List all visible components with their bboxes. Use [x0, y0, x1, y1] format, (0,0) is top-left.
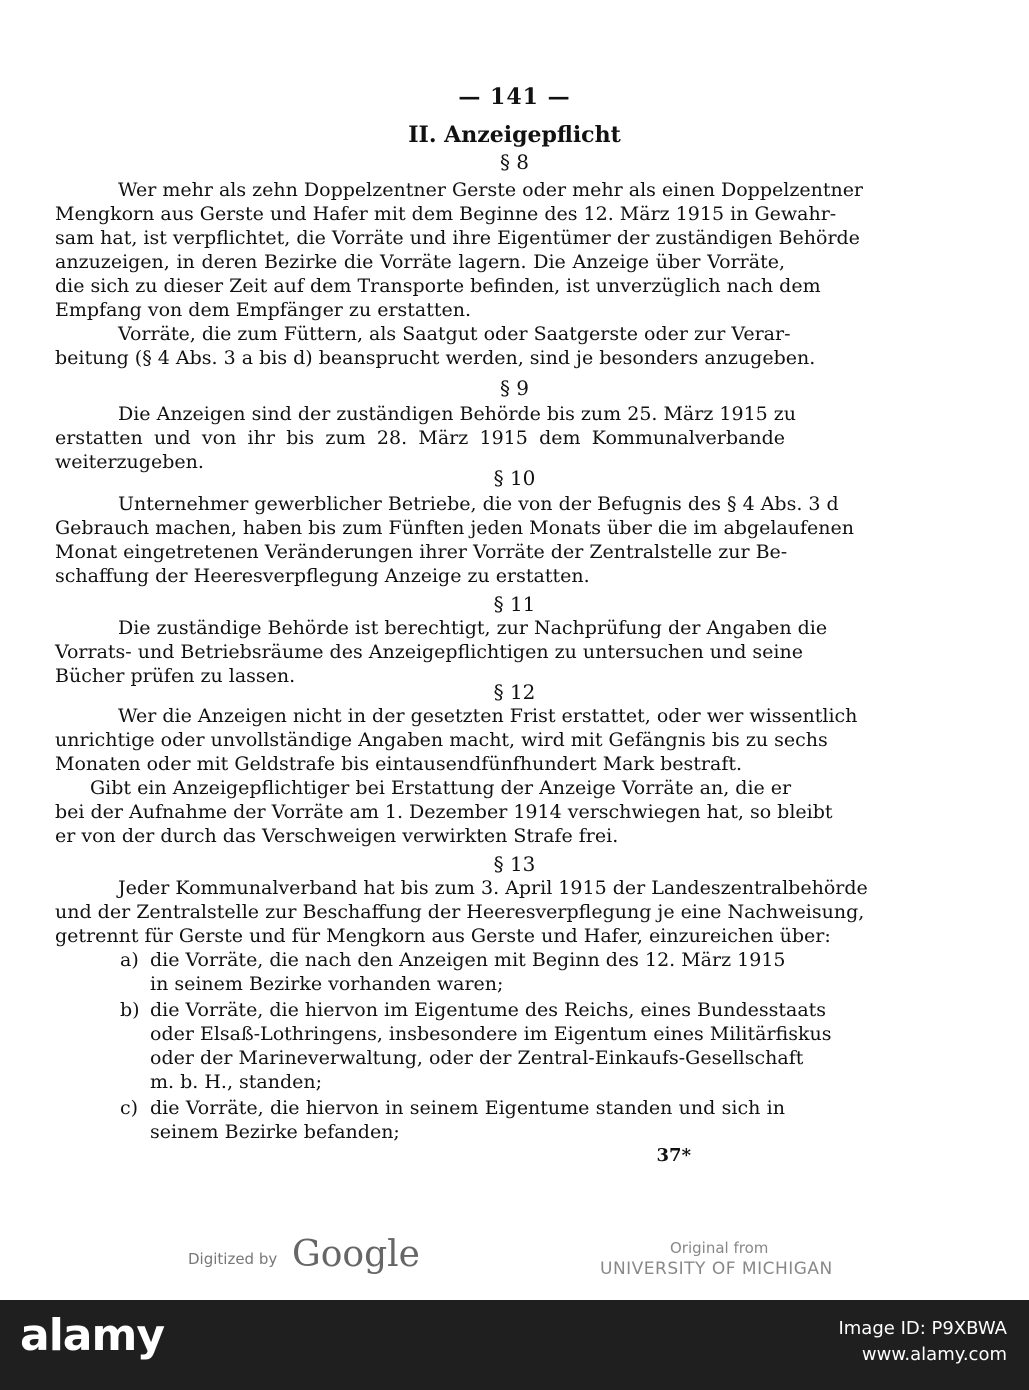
section-13-paragraph — [55, 876, 868, 948]
text-line: Empfang von dem Empfänger zu erstatten. — [55, 299, 472, 321]
digitized-by-label: Digitized by — [188, 1250, 278, 1268]
text-line: erstatten und von ihr bis zum 28. März 1915 dem Kommunalverbande — [55, 427, 785, 449]
text-line: Gebrauch machen, haben bis zum Fünften jeden Monats über die im abgelaufenen — [55, 517, 855, 539]
alamy-logo: alamy — [20, 1310, 164, 1361]
section-13-list — [120, 948, 832, 1144]
original-from-label: Original from — [670, 1239, 769, 1257]
text-line: die sich zu dieser Zeit auf dem Transporte befinden, ist unverzüglich nach dem — [55, 275, 821, 297]
text-line: Unternehmer gewerblicher Betriebe, die von der Befugnis des § 4 Abs. 3 d — [118, 493, 839, 515]
section-12-title: § 12 — [493, 680, 536, 704]
text-line: schaffung der Heeresverpflegung Anzeige zu erstatten. — [55, 565, 590, 587]
list-item-label: c) — [120, 1097, 139, 1119]
section-heading: II. Anzeigepflicht — [408, 122, 621, 148]
section-9-title: § 9 — [499, 376, 530, 400]
page-number: — 141 — — [458, 84, 571, 110]
text-line: oder Elsaß-Lothringens, insbesondere im Eigentum eines Militärfiskus — [150, 1023, 832, 1045]
text-line: die Vorräte, die nach den Anzeigen mit Beginn des 12. März 1915 — [150, 949, 786, 971]
section-12-paragraph-1 — [55, 704, 858, 776]
text-line: Wer mehr als zehn Doppelzentner Gerste oder mehr als einen Doppelzentner — [118, 179, 864, 201]
text-line: getrennt für Gerste und für Mengkorn aus Gerste und Hafer, einzureichen über: — [55, 925, 831, 947]
text-line: weiterzugeben. — [55, 451, 204, 473]
text-line: Gibt ein Anzeigepflichtiger bei Erstattung der Anzeige Vorräte an, die er — [90, 777, 792, 799]
list-item-label: b) — [120, 999, 140, 1021]
section-12-paragraph-2 — [55, 776, 833, 848]
section-9-paragraph — [55, 402, 797, 474]
text-line: anzuzeigen, in deren Bezirke die Vorräte lagern. Die Anzeige über Vorräte, — [55, 251, 785, 273]
section-10-paragraph — [55, 492, 855, 588]
text-line: unrichtige oder unvollständige Angaben macht, wird mit Gefängnis bis zu sechs — [55, 729, 828, 751]
text-line: oder der Marineverwaltung, oder der Zentral-Einkaufs-Gesellschaft — [150, 1047, 804, 1069]
text-line: beitung (§ 4 Abs. 3 a bis d) beansprucht werden, sind je besonders anzugeben. — [55, 347, 816, 369]
text-line: die Vorräte, die hiervon in seinem Eigentume standen und sich in — [150, 1097, 785, 1119]
text-line: Vorrats- und Betriebsräume des Anzeigepflichtigen zu untersuchen und seine — [55, 641, 803, 663]
text-line: sam hat, ist verpflichtet, die Vorräte und ihre Eigentümer der zuständigen Behörde — [55, 227, 860, 249]
text-line: Wer die Anzeigen nicht in der gesetzten Frist erstattet, oder wer wissentlich — [118, 705, 858, 727]
text-line: Mengkorn aus Gerste und Hafer mit dem Beginne des 12. März 1915 in Gewahr- — [55, 203, 837, 225]
google-logo: Google — [292, 1234, 420, 1275]
list-item — [120, 948, 785, 996]
text-line: Jeder Kommunalverband hat bis zum 3. April 1915 der Landeszentralbehörde — [118, 877, 868, 899]
text-line: seinem Bezirke befanden; — [150, 1121, 400, 1143]
section-8-paragraph-1 — [55, 178, 864, 322]
watermark-url: www.alamy.com — [861, 1344, 1007, 1365]
section-11-paragraph — [55, 616, 828, 688]
text-line: Monat eingetretenen Veränderungen ihrer Vorräte der Zentralstelle zur Be- — [55, 541, 788, 563]
text-line: Die Anzeigen sind der zuständigen Behörde bis zum 25. März 1915 zu — [118, 403, 797, 425]
text-line: m. b. H., standen; — [150, 1071, 323, 1093]
text-line: Die zuständige Behörde ist berechtigt, zur Nachprüfung der Angaben die — [118, 617, 828, 639]
list-item — [120, 1096, 785, 1144]
text-line: in seinem Bezirke vorhanden waren; — [150, 973, 504, 995]
signature-mark: 37* — [656, 1145, 691, 1166]
section-13-title: § 13 — [493, 852, 536, 876]
list-item — [120, 998, 832, 1094]
text-line: Monaten oder mit Geldstrafe bis eintausendfünfhundert Mark bestraft. — [55, 753, 743, 775]
text-line: und der Zentralstelle zur Beschaffung der Heeresverpflegung je eine Nachweisung, — [55, 901, 865, 923]
section-11-title: § 11 — [493, 592, 536, 616]
section-10-title: § 10 — [493, 466, 536, 490]
section-8-title: § 8 — [499, 150, 530, 174]
section-8-paragraph-2 — [55, 322, 816, 370]
text-line: die Vorräte, die hiervon im Eigentume des Reichs, eines Bundesstaats — [150, 999, 827, 1021]
text-line: bei der Aufnahme der Vorräte am 1. Dezember 1914 verschwiegen hat, so bleibt — [55, 801, 833, 823]
list-item-label: a) — [120, 949, 139, 971]
image-id-label: Image ID: P9XBWA — [838, 1318, 1007, 1339]
text-line: Vorräte, die zum Füttern, als Saatgut oder Saatgerste oder zur Verar- — [118, 323, 791, 345]
text-line: er von der durch das Verschweigen verwirkten Strafe frei. — [55, 825, 619, 847]
text-line: Bücher prüfen zu lassen. — [55, 665, 296, 687]
university-label: UNIVERSITY OF MICHIGAN — [600, 1259, 833, 1279]
